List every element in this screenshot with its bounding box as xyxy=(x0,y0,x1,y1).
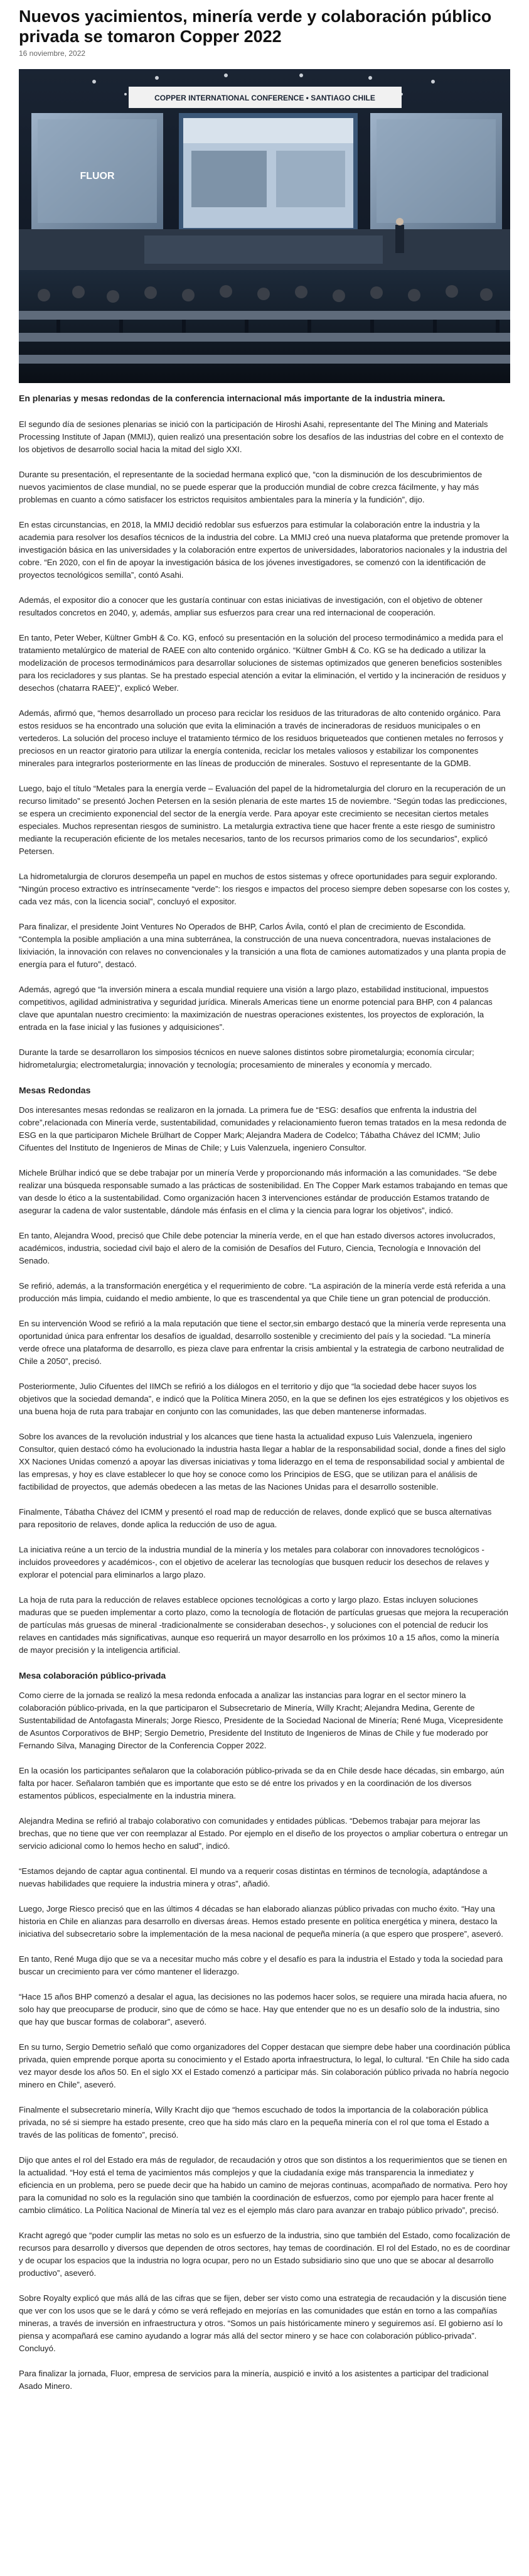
paragraph: “Estamos dejando de captar agua continental. El mundo va a requerir cosas distintas en términos de tecnología, adaptándose a nuevas habilidades que requiere la industria minera y otras”, añadió. xyxy=(19,1866,488,1888)
paragraph: Dijo que antes el rol del Estado era más de regulador, de recaudación y otros que son distintos a los requerimientos que se tienen en la actualidad. “Hoy está el tema de yacimientos más complejos y que la ciudadanía exige más transparencia la inmediatez y eficiencia en un problema, pero se puede decir que ha habido un camino de mejoras continuas, acompañado de normativa. Pero hoy para la comunidad no solo es la regulación sino que también la coordinación de esfuerzos, como por ejemplo para hacer frente al cambio climático. La Política Nacional de Minería tal vez es el ejemplo más claro para avanzar en trabajo público privado”, precisó. xyxy=(19,2155,508,2215)
article-date: 16 noviembre, 2022 xyxy=(19,49,86,58)
paragraph: Kracht agregó que “poder cumplir las metas no solo es un esfuerzo de la industria, sino que también del Estado, como focalización de recursos para desarrollo y diversos que dependen de otros sectores, hay temas de coordinación. El rol del Estado, no es de coordinar y de ocupar los espacios que la industria no logra ocupar, pero no un Estado subsidiario sino que uno que se abocar al desarrollo productivo”, aseveró. xyxy=(19,2231,510,2278)
paragraph: Se refirió, además, a la transformación energética y el requerimiento de cobre. “La aspiración de la minería verde está referida a una producción más limpia, cuidando el medio ambiente, lo que es trascendental ya que Chile tiene un gran potencial de producción. xyxy=(19,1281,506,1303)
paragraph: Luego, Jorge Riesco precisó que en las últimos 4 décadas se han elaborado alianzas público privadas con mucho éxito. “Hay una historia en Chile en alianzas para desarrollo en diversas áreas. Hemos estado presente en política energética y minera, destaco la iniciativa del subsecretario sobre la implementación de la mesa nacional de pequeña minería (a que espero que prospere”, aseveró. xyxy=(19,1904,503,1939)
article-lead: En plenarias y mesas redondas de la conferencia internacional más importante de la industria minera. xyxy=(19,393,446,403)
paragraph: Finalmente, Tábatha Chávez del ICMM y presentó el road map de reducción de relaves, donde explicó que se busca alternativas para repositorio de relaves, donde aplica la reducción de uso de agua. xyxy=(19,1507,492,1529)
paragraph: Para finalizar la jornada, Fluor, empresa de servicios para la minería, auspició e invitó a los asistentes a participar del tradicional Asado Minero. xyxy=(19,2369,489,2391)
paragraph: Posteriormente, Julio Cifuentes del IIMCh se refirió a los diálogos en el territorio y dijo que “la sociedad debe hacer suyos los objetivos que la sociedad demanda”, e indicó que la Política Minera 2050, en la que se definen los ejes estratégicos y los objetivos es una buena hoja de ruta para trabajar en conjunto con las comunidades, las que deben mantenerse informadas. xyxy=(19,1382,509,1416)
paragraph: El segundo día de sesiones plenarias se inició con la participación de Hiroshi Asahi, representante del The Mining and Materials Processing Institute of Japan (MMIJ), quien realizó una presentación sobre los desafíos de las industrias del cobre en el contexto de los objetivos de desarrollo social hacia la mitad del siglo XXI. xyxy=(19,419,504,454)
paragraph: En tanto, Alejandra Wood, precisó que Chile debe potenciar la minería verde, en el que han estado diversos actores involucrados, académicos, industria, sociedad civil bajo el alero de la comisión de Desafíos del Futuro, Ciencia, Tecnología e Innovación del Senado. xyxy=(19,1231,496,1265)
paragraph: Además, el expositor dio a conocer que les gustaría continuar con estas iniciativas de investigación, con el objetivo de obtener resultados concretos en 2040, y, además, ampliar sus esfuerzos para crear una red internacional de cooperación. xyxy=(19,595,483,617)
paragraph: Finalmente el subsecretario minería, Willy Kracht dijo que “hemos escuchado de todos la importancia de la colaboración pública privada, no sé si siempre ha estado presente, creo que ha sido más claro en la pequeña minería con el rol que toma el Estado a través de las políticas de fomento”, precisó. xyxy=(19,2105,489,2140)
paragraph: Michele Brülhar indicó que se debe trabajar por un minería Verde y proporcionando más información a las comunidades. “Se debe realizar una búsqueda responsable sumado a las prácticas de sostenibilidad. En The Copper Mark estamos trabajando en temas que van desde lo ético a la sustentabilidad. Como organización hacen 3 intervenciones estándar de producción Estamos tratando de asegurar la cadena de valor sustentable, dándole más énfasis en el clima y la ciencia para lograr los objetivos”, indicó. xyxy=(19,1168,508,1215)
paragraph: En estas circunstancias, en 2018, la MMIJ decidió redoblar sus esfuerzos para estimular la colaboración entre la industria y la academia para resolver los desafíos técnicos de la industria del cobre. La MMIJ creó una nueva plataforma que pretende promover la investigación básica en las universidades y la colaboración entre expertos de universidades, laboratorios nacionales y la industria del cobre. “En 2020, con el fin de apoyar la investigación básica de los jóvenes investigadores, se comenzó con la identificación de proyectos tecnológicos semilla”, contó Asahi. xyxy=(19,520,509,580)
left-screen-text: FLUOR xyxy=(80,171,115,181)
paragraph: En tanto, René Muga dijo que se va a necesitar mucho más cobre y el desafío es para la industria el Estado y toda la sociedad para buscar un crecimiento para ver cómo mantener el liderazgo. xyxy=(19,1954,503,1976)
paragraph: Sobre los avances de la revolución industrial y los alcances que tiene hasta la actualidad expuso Luis Valenzuela, ingeniero Consultor, quien destacó cómo ha evolucionado la industria hasta llegar a hablar de la responsabilidad social, donde a fines del siglo XX Naciones Unidas comenzó a apoyar las diversas iniciativas y toma liderazgo en el tema de responsabilidad social y ambiental de las empresas, y hoy es clave establecer lo que hoy se conoce como los Principios de ESG, que se utilizan para el análisis de factibilidad de proyectos, que además obedecen a las metas de las Naciones Unidas para el desarrollo sostenible. xyxy=(19,1432,506,1491)
section-heading-mesas-redondas: Mesas Redondas xyxy=(19,1085,91,1095)
paragraph: Alejandra Medina se refirió al trabajo colaborativo con comunidades y entidades públicas. “Debemos trabajar para mejorar las brechas, que no tiene que ver con reemplazar al Estado. Por ejemplo en el diseño de los proyectos o ampliar cobertura o entregar un servicio adicional como lo hemos hecho en salud”, indicó. xyxy=(19,1816,508,1851)
article-body-part-2 xyxy=(19,1104,510,1657)
conference-hall-image xyxy=(19,69,510,383)
paragraph: En tanto, Peter Weber, Kültner GmbH & Co. KG, enfocó su presentación en la solución del proceso termodinámico a medida para el tratamiento metalúrgico de material de RAEE con alto contenido orgánico. “Kültner GmbH & Co. KG se ha dedicado a utilizar la modelización de procesos termodinámicos para desarrollar soluciones de sistemas optimizados que generen beneficios sostenibles para los recicladores y sus plantas. Se ha prestado especial atención a evitar la eliminación, el vertido y la incineración de residuos y desechos (chatarra RAEE)”, explicó Weber. xyxy=(19,633,506,693)
paragraph: Como cierre de la jornada se realizó la mesa redonda enfocada a analizar las instancias para lograr en el sector minero la colaboración público-privada, en la que participaron el Subsecretario de Minería, Willy Kracht; Alejandra Medina, Gerente de Sustentabilidad de Antofagasta Minerals; Jorge Riesco, Presidente de la Sociedad Nacional de Minería; René Muga, Vicepresidente de Asuntos Corporativos de BHP; Sergio Demetrio, Presidente del Instituto de Ingenieros de Minas de Chile y fue moderado por Fernando Silva, Managing Director de la Conferencia Copper 2022. xyxy=(19,1691,503,1750)
paragraph: Además, agregó que “la inversión minera a escala mundial requiere una visión a largo plazo, estabilidad institucional, impuestos competitivos, agilidad administrativa y seguridad jurídica. Minerals Americas tiene un enorme potencial para BHP, con 4 palancas clave que apuntalan nuestro crecimiento: la maximización de nuestras operaciones existentes, los proyectos de exploración, la entrada en la fase inicial y las fusiones y adquisiciones”. xyxy=(19,985,493,1032)
article-title: Nuevos yacimientos, minería verde y colaboración público privada se tomaron Copper 2022 xyxy=(19,7,492,46)
paragraph: Dos interesantes mesas redondas se realizaron en la jornada. La primera fue de “ESG: desafíos que enfrenta la industria del cobre”,relacionada con Minería verde, sustentabilidad, comunidades y relacionamiento fueron temas tratados en la mesa redonda de ESG en la que participaron Michele Brülhart de Copper Mark; Alejandra Madera de Codelco; Tábatha Chávez del ICMM; Julio Cifuentes del Instituto de Ingenieros de Minas de Chile; y Luis Valenzuela, ingeniero Consultor. xyxy=(19,1105,507,1152)
paragraph: Durante la tarde se desarrollaron los simposios técnicos en nueve salones distintos sobre pirometalurgia; economía circular; hidrometalurgia; electrometalurgia; innovación y tecnología; procesamiento de minerales y economía y mercado. xyxy=(19,1047,474,1069)
article-body-part-1 xyxy=(19,418,510,1071)
paragraph: Durante su presentación, el representante de la sociedad hermana explicó que, “con la disminución de los descubrimientos de nuevos yacimientos de clase mundial, no se puede esperar que la producción mundial de cobre crezca fácilmente, y hay más problemas en cuanto a cómo satisfacer los estrictos requisitos ambientales para la minería y la fundición”, dijo. xyxy=(19,470,483,504)
paragraph: En su turno, Sergio Demetrio señaló que como organizadores del Copper destacan que siempre debe haber una coordinación pública privada, quien emprende porque aporta su conocimiento y el Estado aporta infraestructura, lo legal, lo cultural. “En Chile ha sido cada vez mayor desde los años 50. En el siglo XX el Estado comenzó a participar más. Sin colaboración público privada no habría negocio minero en Chile”, aseveró. xyxy=(19,2042,510,2089)
paragraph: “Hace 15 años BHP comenzó a desalar el agua, las decisiones no las podemos hacer solos, se requiere una mirada hacia afuera, no solo hay que preocuparse de producir, sino que de cómo se hace. Hay que entender que no es un desafío solo de la industria, sino que hay que buscar formas de colaborar”, aseveró. xyxy=(19,1992,507,2027)
paragraph: Sobre Royalty explicó que más allá de las cifras que se fijen, deber ser visto como una estrategia de recaudación y la discusión tiene que ver con los usos que se le dará y cómo se verá reflejado en mejorías en las comunidades que están en torno a las compañías mineras, a través de inversión en infraestructura y otros. “Somos un país históricamente minero y seguiremos así. El gobierno así lo piensa y acompañará ese camino ayudando a lograr más allá del sector minero y se hace con colaboración público-privada”. Concluyó. xyxy=(19,2293,507,2353)
paragraph: En su intervención Wood se refirió a la mala reputación que tiene el sector,sin embargo destacó que la minería verde representa una oportunidad única para enfrentar los desafíos de igualdad, desarrollo sostenible y crecimiento del país y la sociedad. “La minería verde ofrece una plataforma de desarrollo, es pieza clave para enfrentar la crisis ambiental y la estrategia de carbono neutralidad de Chile a 2050”, precisó. xyxy=(19,1319,506,1366)
article-container xyxy=(0,6,529,2393)
paragraph: Para finalizar, el presidente Joint Ventures No Operados de BHP, Carlos Ávila, contó el plan de crecimiento de Escondida. “Contempla la posible ampliación a una mina subterránea, la construcción de una nueva concentradora, nuevas instalaciones de lixiviación, la innovación con relaves no convencionales y la transición a una flota de camiones automatizados y una planta propia de energía para el futuro”, destacó. xyxy=(19,922,506,969)
paragraph: Además, afirmó que, “hemos desarrollado un proceso para reciclar los residuos de las trituradoras de alto contenido orgánico. Para estos residuos se ha encontrado una solución que evita la eliminación a través de incineradoras de residuos municipales o en vertederos. La solución del proceso incluye el tratamiento térmico de los residuos briqueteados que contienen metales no ferrosos y preciosos en un reactor giratorio para utilizar la energía contenida, reciclar los metales valiosos y estabilizar los componentes minerales para integrarlos posteriormente en las líneas de producción de minerales. Sostuvo el representante de la GDMB. xyxy=(19,708,503,768)
paragraph: La hoja de ruta para la reducción de relaves establece opciones tecnológicas a corto y largo plazo. Estas incluyen soluciones maduras que se pueden implementar a corto plazo, como la tecnología de flotación de partículas gruesas que mejora la recuperación de partículas más gruesas de mineral -tradicionalmente se consideraban desechos-, y soluciones con el potencial de reducir los relaves en cantidades más significativas, aunque eso requerirá un mayor desarrollo en los próximos 10 a 15 años, como la minería de mayor precisión y la inteligencia artificial. xyxy=(19,1595,508,1655)
paragraph: La iniciativa reúne a un tercio de la industria mundial de la minería y los metales para colaborar con innovadores tecnológicos -incluidos proveedores y académicos-, con el objetivo de acelerar las tecnologías que busquen reducir los desechos de relaves y explorar el potencial para eliminarlos a largo plazo. xyxy=(19,1545,489,1579)
hero-banner-text: COPPER INTERNATIONAL CONFERENCE • SANTIAGO CHILE xyxy=(154,94,375,102)
article-body-part-3 xyxy=(19,1689,510,2393)
section-heading-colaboracion: Mesa colaboración público-privada xyxy=(19,1670,166,1680)
paragraph: La hidrometalurgia de cloruros desempeña un papel en muchos de estos sistemas y ofrece oportunidades para seguir explorando. “Ningún proceso extractivo es intrínsecamente “verde”: los riesgos e impactos del proceso siempre deben sopesarse con los costes y, cada vez más, con la licencia social”, concluyó el expositor. xyxy=(19,872,510,906)
paragraph: Luego, bajo el título “Metales para la energía verde – Evaluación del papel de la hidrometalurgia del cloruro en la recuperación de un recurso limitado” se presentó Jochen Petersen en la sesión plenaria de este martes 15 de noviembre. “Según todas las predicciones, se espera un crecimiento exponencial del sector de la energía verde. Para apoyar este crecimiento se necesitan ciertos metales especiales. Muchos representan riesgos de suministro. La metalurgia extractiva tiene que hacer frente a este riesgo de suministro mediante la recuperación eficiente de los metales necesarios, tanto de los recursos primarios como de los secundarios”, explicó Petersen. xyxy=(19,784,507,856)
paragraph: En la ocasión los participantes señalaron que la colaboración público-privada se da en Chile desde hace décadas, sin embargo, aún falta por hacer. Señalaron también que es importante que esto se dé entre los privados y en la coordinación de los diversos estamentos públicos, especialmente en la industria minera. xyxy=(19,1766,505,1800)
hero-photo xyxy=(19,69,510,383)
